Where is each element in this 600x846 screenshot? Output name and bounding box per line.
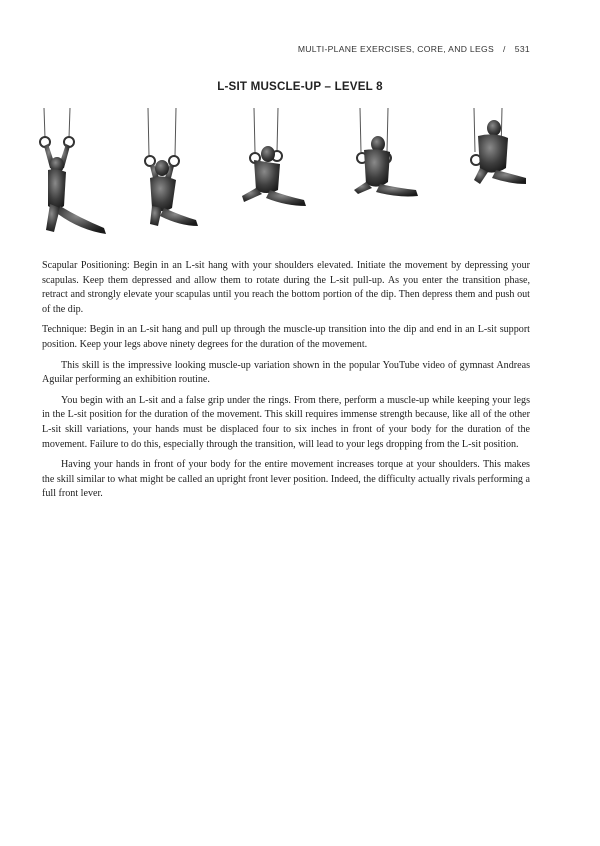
running-title: MULTI-PLANE EXERCISES, CORE, AND LEGS xyxy=(297,44,495,54)
frame-4-dip-icon xyxy=(354,108,418,197)
frame-5-support-icon xyxy=(471,108,526,184)
paragraph-torque: Having your hands in front of your body for the entire movement increases torque at your shoulders. This makes the skill similar to what might be called an upright front lever position. Indeed, the difficulty actually rivals performing a full front lever. xyxy=(42,459,530,500)
frame-3-transition-icon xyxy=(242,108,306,206)
paragraph-scapular-positioning: Scapular Positioning: Begin in an L-sit hang with your shoulders elevated. Initiate the movement by depressing your scapulas. Keep them depressed and allow them to rotate during the L-sit pull-up. As you enter the transition phase, retract and strongly elevate your scapulas until you reach the bottom portion of the dip. Then depress them and push out of the dip. xyxy=(42,260,530,315)
exercise-figure-sequence xyxy=(0,108,600,238)
section-title: L-SIT MUSCLE-UP – LEVEL 8 xyxy=(217,80,383,93)
gymnast-on-rings-sequence-icon xyxy=(0,108,600,238)
paragraph-technique: Technique: Begin in an L-sit hang and pull up through the muscle-up transition into the dip and end in an L-sit support position. Keep your legs above ninety degrees for the duration of the movement. xyxy=(42,324,530,350)
paragraph-intro: This skill is the impressive looking muscle-up variation shown in the popular YouTube video of gymnast Andreas Aguilar performing an exhibition routine. xyxy=(42,359,530,386)
frame-1-hang-icon xyxy=(40,108,106,234)
frame-2-pull-icon xyxy=(145,108,198,226)
body-text xyxy=(42,259,530,508)
page-number: 531 xyxy=(514,44,530,54)
running-head-separator: / xyxy=(503,44,506,54)
paragraph-description: You begin with an L-sit and a false grip under the rings. From there, perform a muscle-up while keeping your legs in the L-sit position for the duration of the movement. This skill requires immense strength because, like all of the other L-sit skill variations, your hands must be displaced four to six inches in front of your body for the duration of the movement. Failure to do this, especially through the transition, will lead to your legs dropping from the L-sit position. xyxy=(42,394,530,450)
running-head xyxy=(298,44,530,54)
